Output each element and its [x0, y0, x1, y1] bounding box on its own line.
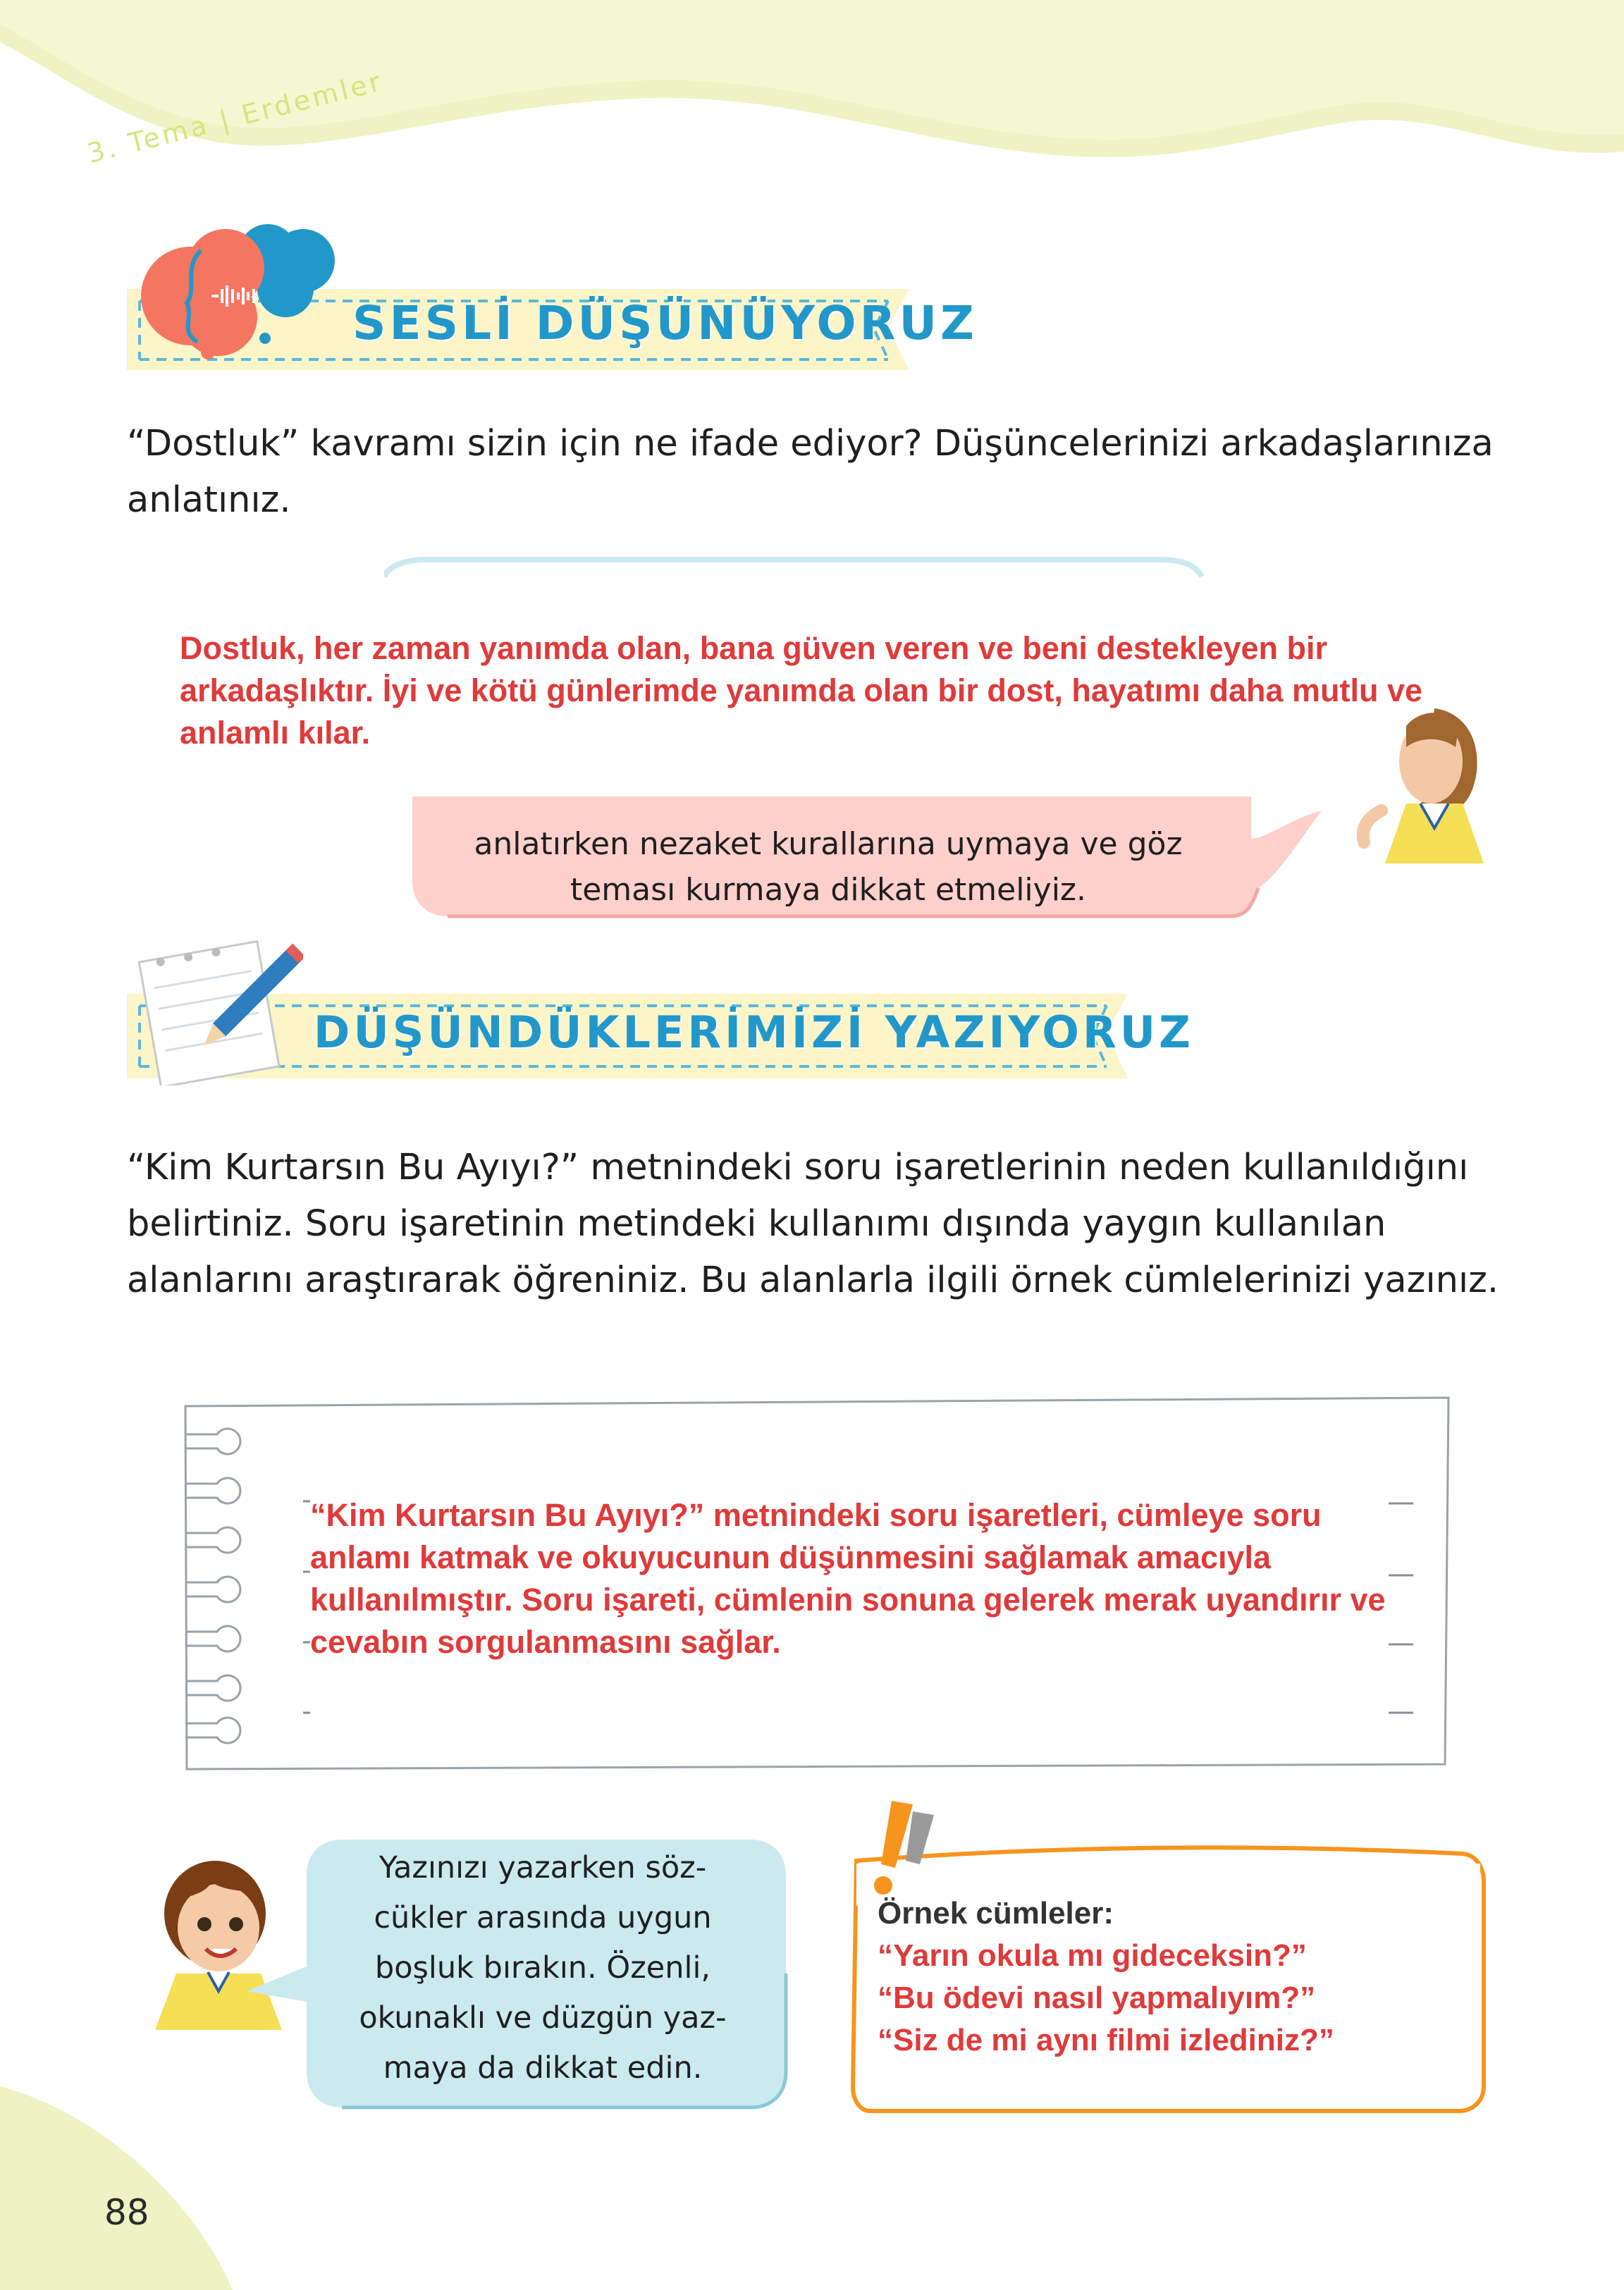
exclamation-icon: [842, 1787, 948, 1900]
speaking-tip-line1: anlatırken nezaket kurallarına uymaya ve göz: [474, 826, 1183, 862]
tip-line: boşluk bırakın. Özenli,: [374, 1950, 711, 1986]
example-list: [878, 1892, 1456, 2062]
notepad-pencil-icon: [127, 923, 303, 1085]
section-title-writing: DÜŞÜNDÜKLERİMİZİ YAZIYORUZ: [314, 1007, 1194, 1058]
writing-prompt: “Kim Kurtarsın Bu Ayıyı?” metnindeki soru işaretlerinin neden kullanıldığını belirtiniz. Soru işaretinin metindeki kullanımı dışında yaygın kullanılan alanlarını araştırarak öğreniniz. Bu alanlarla ilgili örnek cümlelerinizi yazınız.: [127, 1147, 1499, 1301]
speech-bubble-top: [384, 557, 1209, 578]
example-item: “Siz de mi aynı filmi izlediniz?”: [878, 2023, 1334, 2057]
tip-line: okunaklı ve düzgün yaz-: [359, 2000, 727, 2036]
section-title-speaking: SESLİ DÜŞÜNÜYORUZ: [352, 296, 978, 350]
example-item: “Yarın okula mı gideceksin?”: [878, 1938, 1307, 1973]
thinking-head-icon: [134, 218, 345, 359]
speaking-answer: Dostluk, her zaman yanımda olan, bana güven veren ve beni destekleyen bir arkadaşlıktır. İyi ve kötü günlerimde yanımda olan bir dost, hayatımı daha mutlu ve anlamlı kılar.: [180, 630, 1423, 751]
tip-line: maya da dikkat edin.: [383, 2050, 703, 2086]
girl-character: [1343, 705, 1484, 867]
tip-bubble-text: [310, 1843, 775, 2093]
tip-line: cükler arasında uygun: [374, 1900, 712, 1935]
example-heading: Örnek cümleler:: [878, 1896, 1114, 1931]
theme-label: 3. Tema | Erdemler: [84, 66, 386, 169]
speaking-prompt: “Dostluk” kavramı sizin için ne ifade ediyor? Düşüncelerinizi arkadaşlarınıza anlatınız.: [127, 423, 1494, 521]
page-number: 88: [104, 2192, 149, 2233]
writing-answer: “Kim Kurtarsın Bu Ayıyı?” metnindeki soru işaretleri, cümleye soru anlamı katmak ve okuyucunun düşünmesini sağlamak amacıyla kullanılmıştır. Soru işareti, cümlenin sonuna gelerek merak uyandırır ve cevabın sorgulanmasını sağlar.: [310, 1497, 1386, 1660]
example-item: “Bu ödevi nasıl yapmalıyım?”: [878, 1981, 1316, 2015]
speaking-tip-line2: teması kurmaya dikkat etmeliyiz.: [570, 872, 1086, 908]
tip-line: Yazınızı yazarken söz-: [379, 1850, 707, 1885]
